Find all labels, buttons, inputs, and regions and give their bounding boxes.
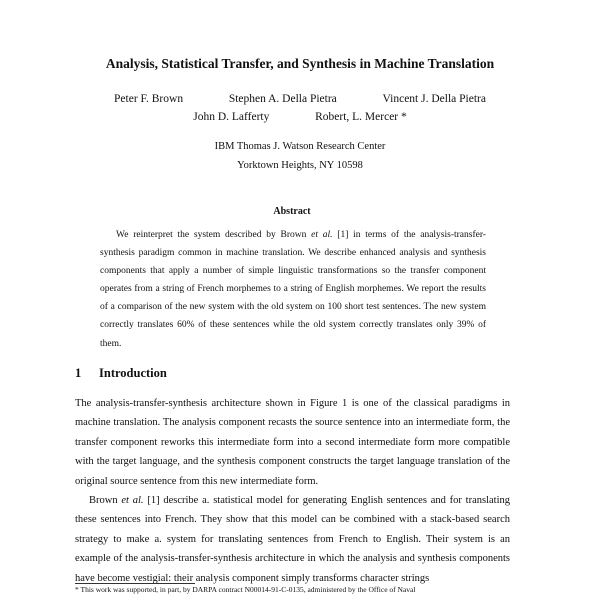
section-title: Introduction [99,366,167,380]
authors-line-1 [0,93,600,105]
footnote: * This work was supported, in part, by DARPA contract N00014-91-C-0135, administered by the Office of Naval [75,585,416,594]
abstract-heading: Abstract [273,206,311,217]
section-heading [75,366,167,381]
author-name: Vincent J. Della Pietra [382,93,486,105]
authors-line-2 [0,111,600,123]
paragraph: Brown et al. [1] describe a. statistical model for generating English sentences and for translating these sentences into French. They show that this model can be combined with a stack-based search strategy to make a. system for translating sentences from French to English. Their system is an example of the analysis-transfer-synthesis architecture in which the analysis and synthesis components have become vestigial: their analysis component simply transforms character strings [75,495,510,584]
affiliation-location: Yorktown Heights, NY 10598 [237,160,363,171]
author-name: Stephen A. Della Pietra [228,93,337,105]
author-name: Peter F. Brown [114,93,184,105]
section-number: 1 [75,366,82,380]
paper-title: Analysis, Statistical Transfer, and Synthesis in Machine Translation [105,56,495,71]
paragraph: The analysis-transfer-synthesis architecture shown in Figure 1 is one of the classical paradigms in machine translation. The analysis component recasts the source sentence into an intermediate form, the transfer component reworks this intermediate form into a second intermediate form more compatible with the target language, and the synthesis component constructs the target language translation of the original source sentence from this new intermediate form. [75,398,510,487]
citation-etal: et al. [311,230,333,240]
introduction-body [75,394,510,588]
footnote-rule [75,583,195,584]
affiliation: IBM Thomas J. Watson Research Center [214,141,386,152]
abstract-text: We reinterpret the system described by Brown et al. [1] in terms of the analysis-transfer-synthesis paradigm common in machine translation. We describe enhanced analysis and synthesis components that apply a number of simple linguistic transformations so the transfer component operates from a string of French morphemes to a string of English morphemes. We report the results of a comparison of the new system with the old system on 100 short test sentences. The new system correctly translates 60% of these sentences while the old system correctly translates only 39% of them. [100,230,486,349]
citation-etal: et al. [121,495,144,507]
author-name: John D. Lafferty [193,111,270,123]
author-name: Robert, L. Mercer * [315,111,407,123]
